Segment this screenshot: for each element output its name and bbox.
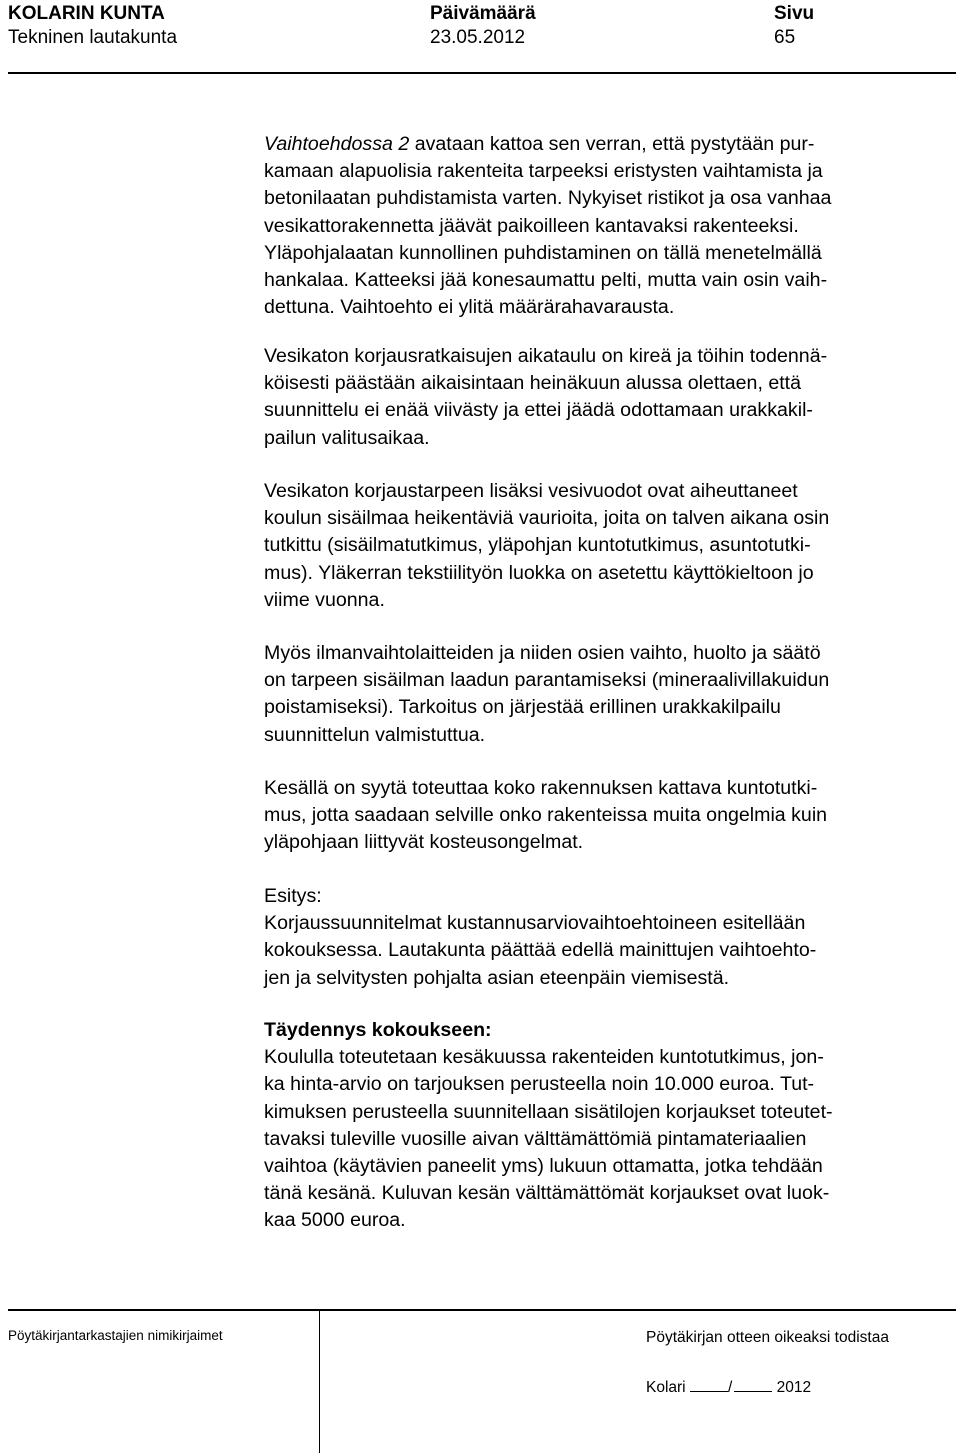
paragraph-condition-survey <box>264 775 944 857</box>
supplement-heading: Täydennys kokoukseen: <box>264 1019 492 1041</box>
text-line: on tarpeen sisäilman laadun parantamiseksi (mineraalivillakuidun <box>264 669 830 692</box>
page-number: 65 <box>774 27 796 48</box>
text-line: hankalaa. Katteeksi jää konesaumattu pelti, mutta vain osin vaih- <box>264 269 828 292</box>
paragraph-proposal <box>264 883 944 992</box>
signers-label: Pöytäkirjantarkastajien nimikirjaimet <box>8 1328 223 1343</box>
date-value: 23.05.2012 <box>430 27 526 48</box>
paragraph-schedule <box>264 343 944 452</box>
text-line: mus, jotta saadaan selville onko rakenteissa muita ongelmia kuin <box>264 804 828 827</box>
footer-divider <box>8 1309 956 1311</box>
text-line: Koululla toteutetaan kesäkuussa rakenteiden kuntotutkimus, jon- <box>264 1046 824 1069</box>
text-line: vaihtoa (käytävien paneelit yms) lukuun ottamatta, jotka tehdään <box>264 1155 823 1178</box>
text-line: mus). Yläkerran tekstiilityön luokka on asetettu käyttökieltoon jo <box>264 561 814 584</box>
text-line: yläpohjaan liittyvät kosteusongelmat. <box>264 831 584 854</box>
italic-lead: Vaihtoehdossa 2 <box>264 133 410 155</box>
text-line: jen ja selvitysten pohjalta asian eteenpäin viemisestä. <box>264 966 730 989</box>
text-line: pailun valitusaikaa. <box>264 426 430 449</box>
date-slash: / <box>727 1379 733 1396</box>
paragraph-supplement <box>264 1017 944 1235</box>
text-line: poistamiseksi). Tarkoitus on järjestää erillinen urakkakilpailu <box>264 696 781 719</box>
text-line: Korjaussuunnitelmat kustannusarviovaihtoehtoineen esitellään <box>264 912 806 935</box>
text-line: viime vuonna. <box>264 588 385 611</box>
paragraph-ventilation <box>264 640 944 749</box>
paragraph-alternative-2 <box>264 131 944 321</box>
text-line: kaa 5000 euroa. <box>264 1209 406 1232</box>
text-line: Vesikaton korjaustarpeen lisäksi vesivuodot ovat aiheuttaneet <box>264 480 798 502</box>
date-label: Päivämäärä <box>430 3 536 24</box>
text-line: tavaksi tuleville vuosille aivan välttämättömiä pintamateriaalien <box>264 1127 807 1150</box>
text-line: kamaan alapuolisia rakenteita tarpeeksi eristysten vaihtamista ja <box>264 160 823 183</box>
proposal-heading: Esitys: <box>264 885 322 907</box>
text-line: dettuna. Vaihtoehto ei ylitä määrärahavarausta. <box>264 296 675 319</box>
footer-column-divider <box>319 1310 320 1453</box>
certified-label: Pöytäkirjan otteen oikeaksi todistaa <box>646 1329 889 1346</box>
place: Kolari <box>646 1379 686 1396</box>
header-divider <box>8 72 956 74</box>
text-line: vesikattorakennetta jäävät paikoilleen kantavaksi rakenteeksi. <box>264 214 799 237</box>
text-line: kokouksessa. Lautakunta päättää edellä mainittujen vaihtoehto- <box>264 939 817 962</box>
day-blank <box>690 1377 728 1392</box>
month-blank <box>734 1377 772 1392</box>
text-line: suunnittelu ei enää viivästy ja ettei jäädä odottamaan urakkakil- <box>264 399 813 422</box>
year: 2012 <box>776 1379 812 1396</box>
text-line: ka hinta-arvio on tarjouksen perusteella noin 10.000 euroa. Tut- <box>264 1073 815 1096</box>
page-label: Sivu <box>774 3 815 24</box>
paragraph-indoor-air <box>264 478 944 614</box>
text-line: Vesikaton korjausratkaisujen aikataulu on kireä ja töihin todennä- <box>264 345 828 367</box>
line-rest: avataan kattoa sen verran, että pystytään pur- <box>409 133 815 155</box>
text-line: suunnittelun valmistuttua. <box>264 723 486 746</box>
text-line: kimuksen perusteella suunnitellaan sisätilojen korjaukset toteutet- <box>264 1100 833 1123</box>
text-line: Myös ilmanvaihtolaitteiden ja niiden osien vaihto, huolto ja säätö <box>264 642 821 664</box>
text-line: tutkittu (sisäilmatutkimus, yläpohjan kuntotutkimus, asuntotutki- <box>264 534 811 557</box>
text-line: tänä kesänä. Kuluvan kesän välttämättömät korjaukset ovat luok- <box>264 1182 830 1205</box>
text-line: Yläpohjalaatan kunnollinen puhdistaminen on tällä menetelmällä <box>264 241 822 264</box>
text-line: koulun sisäilmaa heikentäviä vaurioita, joita on talven aikana osin <box>264 507 830 530</box>
text-line: Kesällä on syytä toteuttaa koko rakennuksen kattava kuntotutki- <box>264 777 818 799</box>
committee-name: Tekninen lautakunta <box>8 27 178 48</box>
org-name: KOLARIN KUNTA <box>8 3 165 24</box>
text-line: köisesti päästään aikaisintaan heinäkuun alussa olettaen, että <box>264 372 802 395</box>
certification-date-line <box>646 1376 811 1400</box>
text-line <box>264 131 944 158</box>
text-line: betonilaatan puhdistamista varten. Nykyiset ristikot ja osa vanhaa <box>264 187 832 210</box>
